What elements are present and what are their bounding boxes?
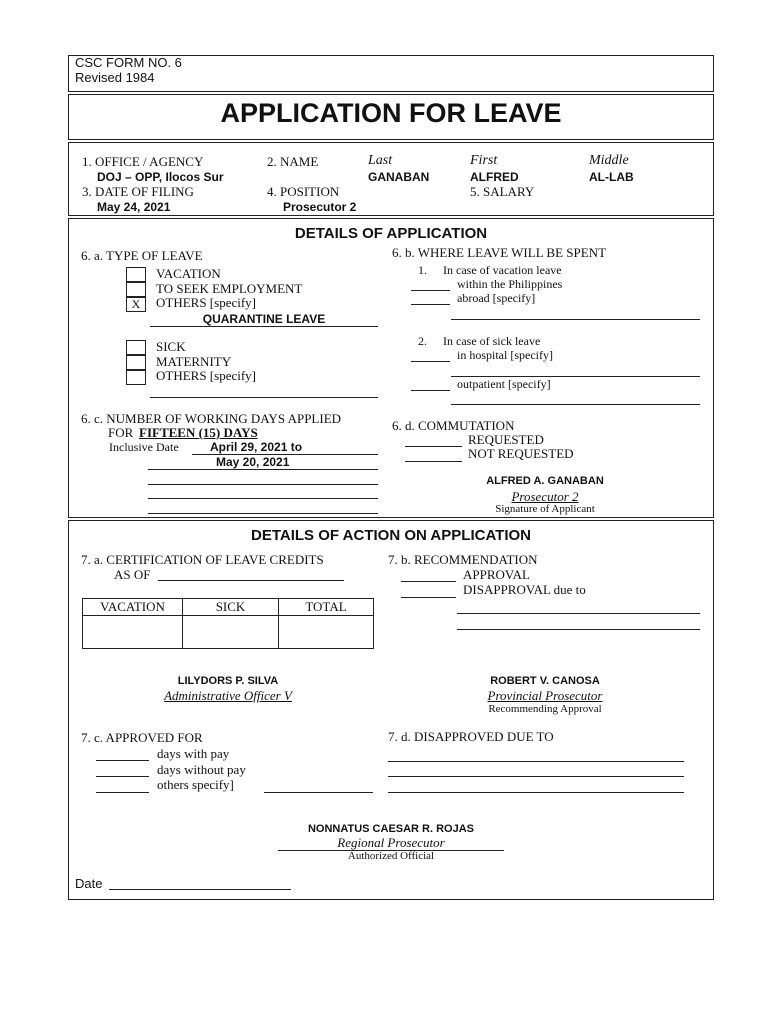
vac-case-label: In case of vacation leave [443,263,562,277]
without-pay-option: days without pay [157,762,246,777]
date-label: 3. DATE OF FILING [82,184,194,199]
sick-credit-cell[interactable] [183,616,279,649]
position-value: Prosecutor 2 [283,200,357,214]
others-sick-line [150,397,378,398]
outpatient-blank [411,390,450,391]
not-requested-blank [405,461,462,462]
vac-case-number: 1. [418,263,427,277]
date-field-line[interactable] [109,889,291,890]
disapproval-blank [401,597,456,598]
disapproved-line-3 [388,792,684,793]
as-of-line [158,580,344,581]
type-label: 6. a. TYPE OF LEAVE [81,248,203,263]
applicant-position: Prosecutor 2 [511,489,579,504]
inclusive-line-5 [148,513,378,514]
details-heading: DETAILS OF APPLICATION [294,225,488,242]
others-sick-option: OTHERS [specify] [156,368,257,383]
leave-credits-table [82,598,374,649]
applicant-signature-caption: Signature of Applicant [495,503,595,515]
seek-employment-option: TO SEEK EMPLOYMENT [156,281,303,296]
disapproved-line-1 [388,761,684,762]
others-blank [96,792,149,793]
with-pay-option: days with pay [157,746,230,761]
name-label: 2. NAME [267,154,319,169]
inclusive-label: Inclusive Date [109,440,179,454]
others-vacation-checkbox[interactable]: X [126,297,146,312]
authorized-official-caption: Authorized Official [347,850,435,862]
others-vacation-option: OTHERS [specify] [156,295,257,310]
total-column-header: TOTAL [279,599,374,616]
within-blank [411,290,450,291]
approved-for-label: 7. c. APPROVED FOR [81,730,203,745]
vacation-column-header: VACATION [83,599,183,616]
as-of-label: AS OF [114,567,151,582]
others-specify-line [264,792,373,793]
hospital-option: in hospital [specify] [457,348,553,362]
disapproved-line-2 [388,776,684,777]
within-option: within the Philippines [457,277,563,291]
sick-column-header: SICK [183,599,279,616]
date-field-label: Date [75,876,103,891]
office-value: DOJ – OPP, Ilocos Sur [97,170,224,184]
officer-name: LILYDORS P. SILVA [177,675,279,687]
hospital-blank [411,361,450,362]
days-label: 6. c. NUMBER OF WORKING DAYS APPLIED [81,411,342,426]
recommender-name: ROBERT V. CANOSA [490,675,600,687]
commutation-label: 6. d. COMMUTATION [392,418,515,433]
days-value: FIFTEEN (15) DAYS [139,425,258,440]
requested-option: REQUESTED [468,432,544,447]
sick-case-label: In case of sick leave [443,334,541,348]
date-value: May 24, 2021 [97,200,171,214]
position-label: 4. POSITION [267,184,340,199]
others-vacation-value: QUARANTINE LEAVE [202,312,326,326]
abroad-option: abroad [specify] [457,291,536,305]
officer-title: Administrative Officer V [164,688,292,703]
action-heading: DETAILS OF ACTION ON APPLICATION [251,527,531,544]
first-label: First [470,153,498,168]
recommendation-label: 7. b. RECOMMENDATION [388,552,538,567]
where-label: 6. b. WHERE LEAVE WILL BE SPENT [392,245,607,260]
middle-label: Middle [589,153,629,168]
disapproval-line-2 [457,629,700,630]
recommender-title: Provincial Prosecutor [487,688,603,703]
outpatient-line [451,404,700,405]
form-revised: Revised 1984 [75,70,155,85]
disapproved-label: 7. d. DISAPPROVED DUE TO [388,729,554,744]
sick-checkbox[interactable] [126,340,146,355]
requested-blank [405,446,462,447]
page-title: APPLICATION FOR LEAVE [220,98,562,128]
authorized-official-name: NONNATUS CAESAR R. ROJAS [307,823,475,835]
not-requested-option: NOT REQUESTED [468,446,574,461]
abroad-line [451,319,700,320]
sick-option: SICK [156,339,186,354]
vacation-option: VACATION [156,266,221,281]
cert-label: 7. a. CERTIFICATION OF LEAVE CREDITS [81,552,324,567]
inclusive-date-2: May 20, 2021 [216,455,290,469]
for-label: FOR [108,425,134,440]
recommender-caption: Recommending Approval [488,703,602,715]
disapproval-option: DISAPPROVAL due to [463,582,586,597]
vacation-credit-cell[interactable] [83,616,183,649]
last-label: Last [368,153,393,168]
inclusive-date-1: April 29, 2021 to [210,440,303,454]
others-option: others specify] [157,777,234,792]
applicant-name: ALFRED A. GANABAN [486,475,604,487]
others-vacation-line [150,326,378,327]
others-sick-checkbox[interactable] [126,370,146,385]
seek-employment-checkbox[interactable] [126,282,146,297]
vacation-checkbox[interactable] [126,267,146,282]
office-label: 1. OFFICE / AGENCY [82,154,204,169]
total-credit-cell[interactable] [279,616,374,649]
sick-case-number: 2. [418,334,427,348]
maternity-option: MATERNITY [156,354,232,369]
last-value: GANABAN [368,170,430,184]
with-pay-blank [96,760,149,761]
middle-value: AL-LAB [589,170,634,184]
abroad-blank [411,304,450,305]
disapproval-line-1 [457,613,700,614]
salary-label: 5. SALARY [470,184,535,199]
approval-blank [401,581,456,582]
maternity-checkbox[interactable] [126,355,146,370]
authorized-official-title: Regional Prosecutor [337,835,445,850]
inclusive-line-4 [148,498,378,499]
form-number: CSC FORM NO. 6 [75,55,182,70]
inclusive-line-2 [148,469,378,470]
without-pay-blank [96,776,149,777]
approval-option: APPROVAL [463,567,530,582]
outpatient-option: outpatient [specify] [457,377,551,391]
first-value: ALFRED [470,170,519,184]
inclusive-line-3 [148,484,378,485]
